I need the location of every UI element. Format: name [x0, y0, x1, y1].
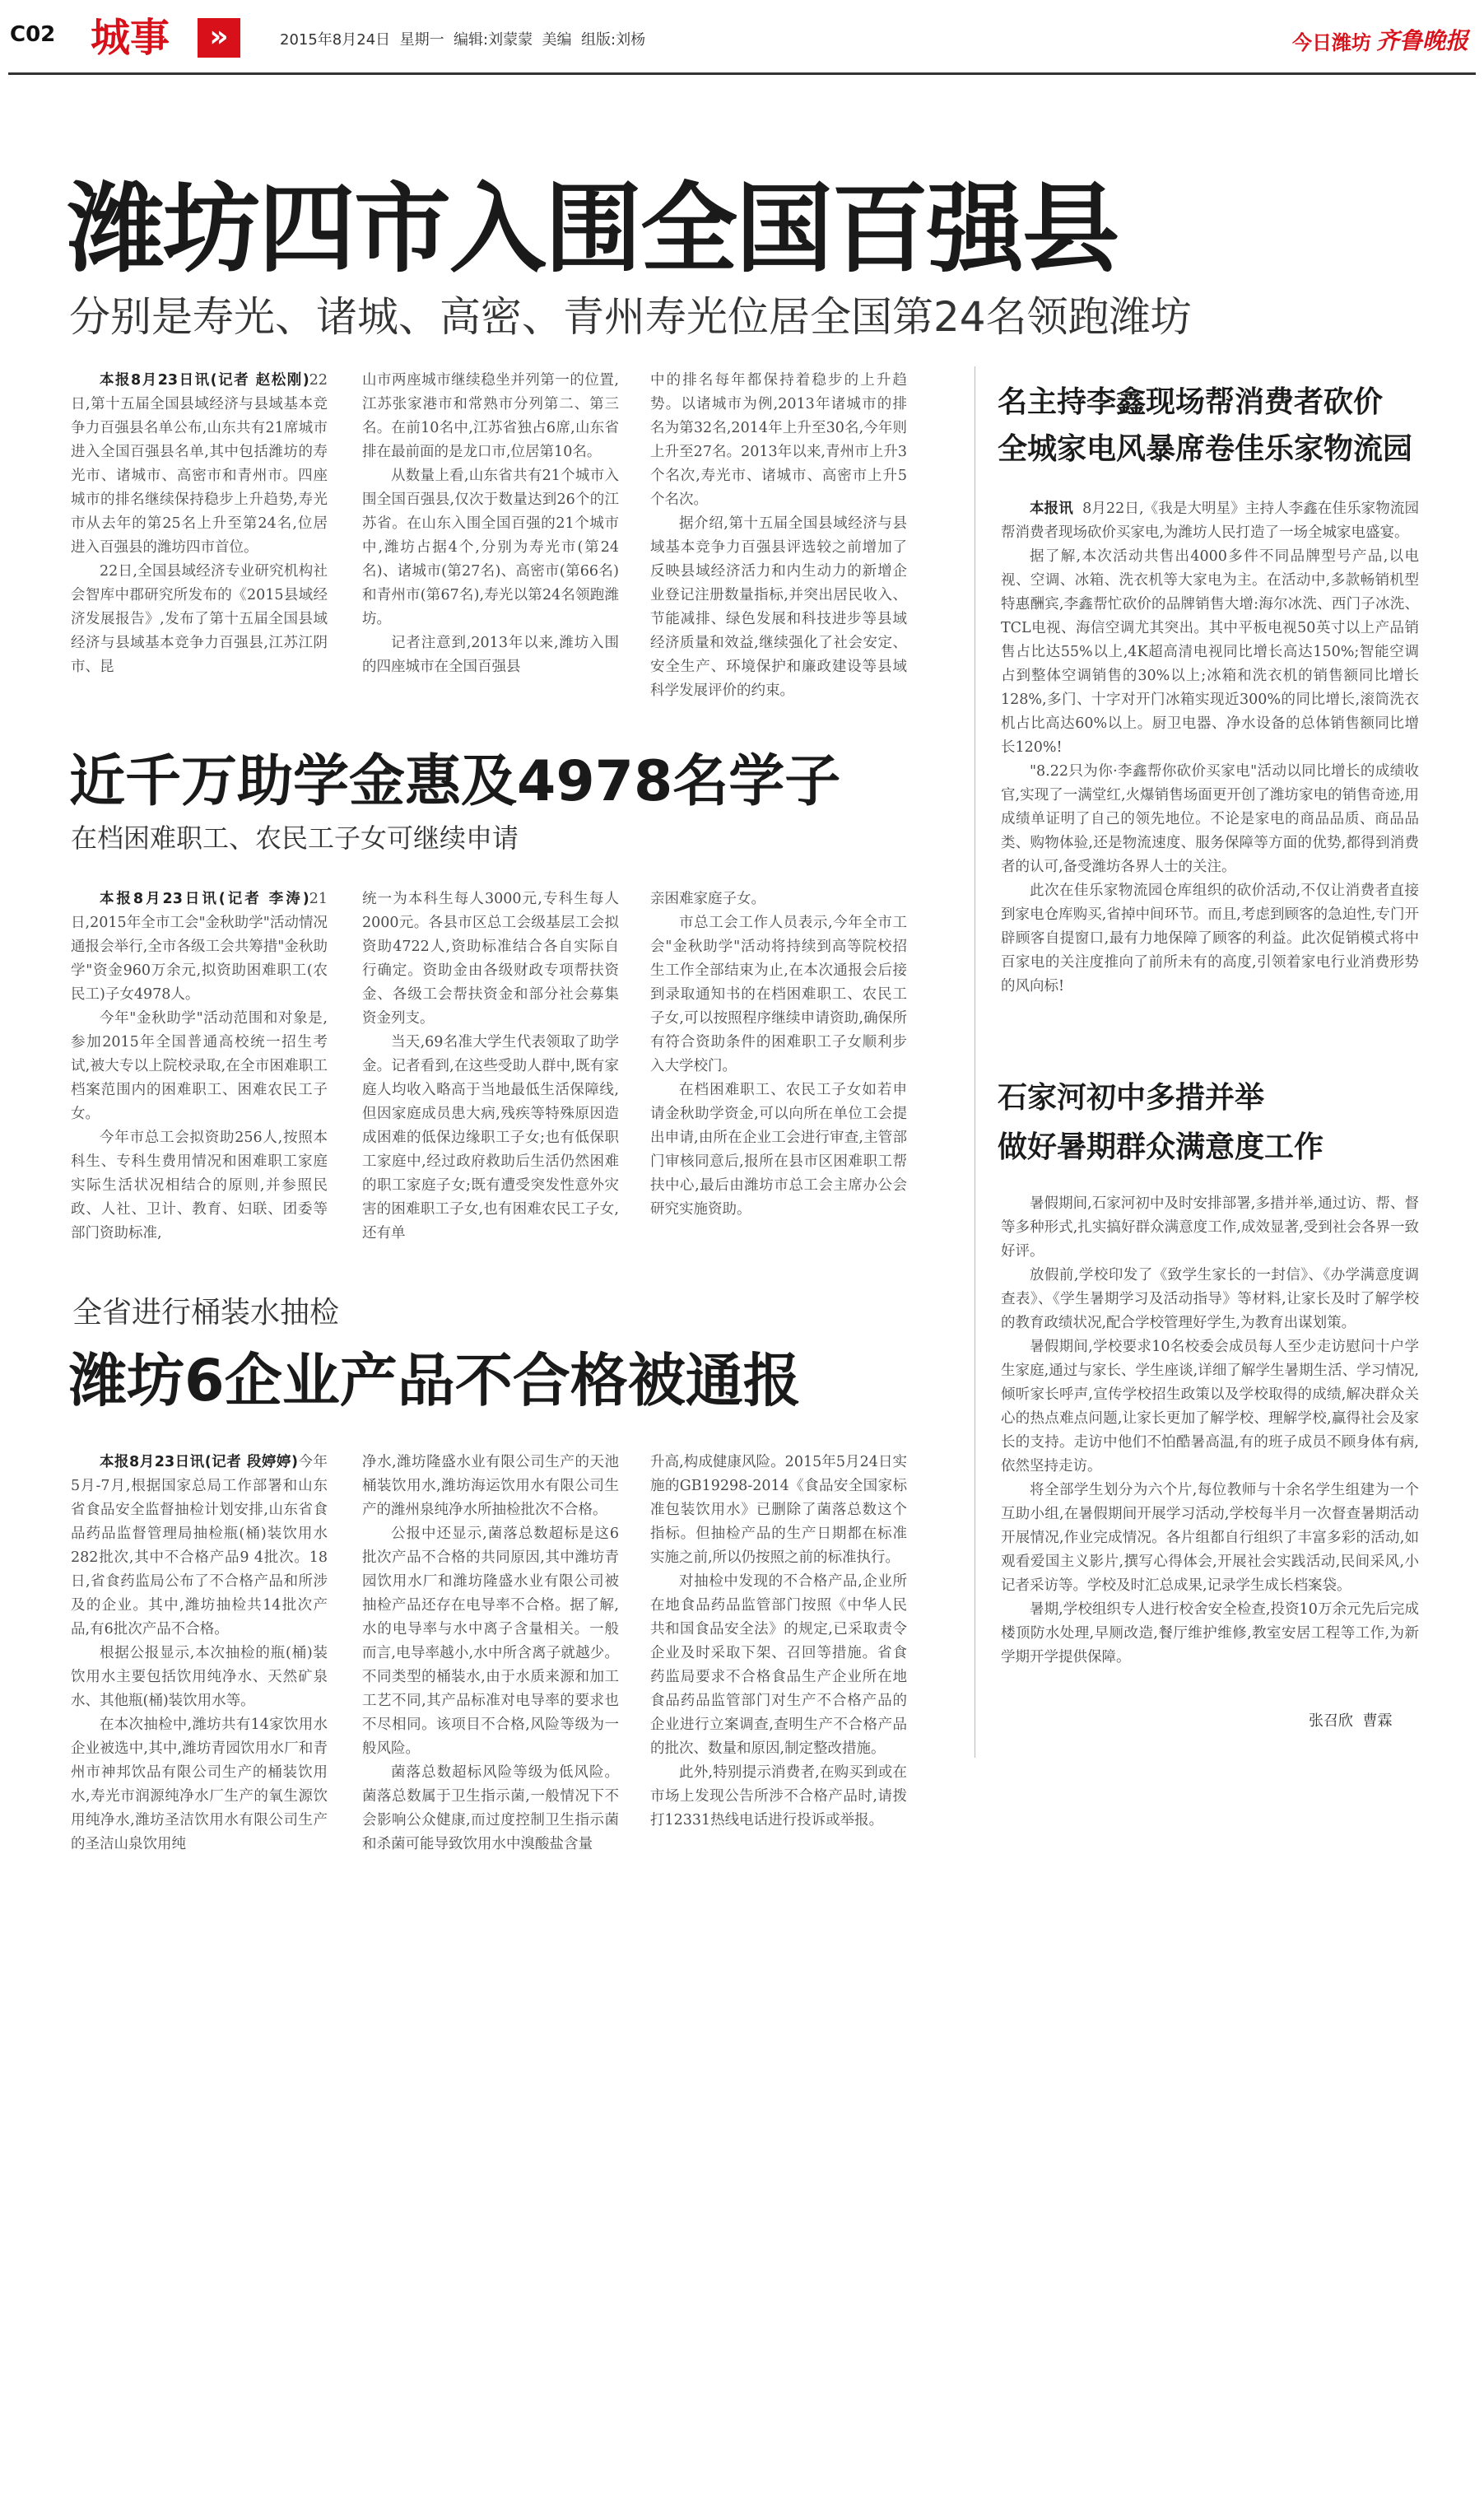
paragraph: 此次在佳乐家物流园仓库组织的砍价活动,不仅让消费者直接到家电仓库购买,省掉中间环节。而且,考虑到顾客的急迫性,专门开辟顾客自提窗口,最有力地保障了顾客的利益。此次促销模式将中百家电的关注度推向了前所未有的高度,引领着家电行业消费形势的风向标!: [1001, 883, 1419, 995]
paragraph: 根据公报显示,本次抽检的瓶(桶)装饮用水主要包括饮用纯净水、天然矿泉水、其他瓶(桶)装饮用水等。: [71, 1645, 328, 1709]
paragraph: 对抽检中发现的不合格产品,企业所在地食品药品监管部门按照《中华人民共和国食品安全法》的规定,已采取责令企业及时采取下架、召回等措施。省食药监局要求不合格食品生产企业所在地食品药品监管部门对生产不合格产品的企业进行立案调查,查明生产不合格产品的批次、数量和原因,制定整改措施。: [650, 1573, 907, 1757]
paragraph: 升高,构成健康风险。2015年5月24日实施的GB19298-2014《食品安全国家标准包装饮用水》已删除了菌落总数这个指标。但抽检产品的生产日期都在标准实施之前,所以仍按照之前的标准执行。: [650, 1454, 907, 1566]
dateline: 本报8月23日讯(记者 李涛): [100, 891, 309, 907]
article-column: [650, 887, 907, 1303]
paragraph: 暑假期间,石家河初中及时安排部署,多措并举,通过访、帮、督等多种形式,扎实搞好群众满意度工作,成效显著,受到社会各界一致好评。: [1001, 1195, 1419, 1260]
paragraph: 菌落总数超标风险等级为低风险。菌落总数属于卫生指示菌,一般情况下不会影响公众健康,而过度控制卫生指示菌和杀菌可能导致饮用水中溴酸盐含量: [362, 1764, 619, 1852]
article-title: 潍坊6企业产品不合格被通报: [69, 1347, 801, 1414]
paragraph: 山市两座城市继续稳坐并列第一的位置,江苏张家港市和常熟市分列第二、第三名。在前10名中,江苏省独占6席,山东省排在最前面的是龙口市,位居第10名。: [362, 372, 619, 460]
article-title: 近千万助学金惠及4978名学子: [69, 749, 841, 814]
paragraph: 净水,潍坊隆盛水业有限公司生产的天池桶装饮用水,潍坊海运饮用水有限公司生产的潍州泉纯净水所抽检批次不合格。: [362, 1454, 619, 1518]
article-title: 做好暑期群众满意度工作: [998, 1130, 1324, 1164]
article-subtitle: 分别是寿光、诸城、高密、青州寿光位居全国第24名领跑潍坊: [69, 293, 1192, 341]
page-number: C02: [10, 22, 56, 47]
paragraph: 21日,2015年全市工会"金秋助学"活动情况通报会举行,全市各级工会共筹措"金秋助学"资金960万余元,拟资助困难职工(农民工)子女4978人。: [71, 891, 328, 1003]
article-column: [71, 369, 328, 700]
chevron-right-icon: »: [198, 18, 240, 58]
paragraph: 放假前,学校印发了《致学生家长的一封信》、《办学满意度调查表》、《学生暑期学习及活动指导》等材料,让家长及时了解学校的教育政绩状况,配合学校管理好学生,为教育出谋划策。: [1001, 1267, 1419, 1331]
paragraph: 从数量上看,山东省共有21个城市入围全国百强县,仅次于数量达到26个的江苏省。在山东入围全国百强的21个城市中,潍坊占据4个,分别为寿光市(第24名)、诸城市(第27名)、高密市(第66名)和青州市(第67名),寿光以第24名领跑潍坊。: [362, 468, 619, 627]
issue-info: 2015年8月24日 星期一 编辑:刘蒙蒙 美编 组版:刘杨: [280, 31, 646, 49]
paragraph: 在本次抽检中,潍坊共有14家饮用水企业被选中,其中,潍坊青园饮用水厂和青州市神邦饮品有限公司生产的桶装饮用水,寿光市润源纯净水厂生产的氧生源饮用纯净水,潍坊圣洁饮用水有限公司生产的圣洁山泉饮用纯: [71, 1717, 328, 1852]
paragraph: 据介绍,第十五届全国县域经济与县域基本竞争力百强县评选较之前增加了反映县域经济活力和内生动力的新增企业登记注册数量指标,并突出居民收入、节能减排、绿色发展和科技进步等县域经济质量和效益,继续强化了社会安定、安全生产、环境保护和廉政建设等县域科学发展评价的约束。: [650, 515, 907, 699]
article-kicker: 全省进行桶装水抽检: [72, 1296, 340, 1330]
section-logo: [82, 13, 250, 64]
paragraph: 中的排名每年都保持着稳步的上升趋势。以诸城市为例,2013年诸城市的排名为第32名,2014年上升至30名,今年则上升至27名。2013年以来,青州市上升3个名次,寿光市、诸城市、高密市上升5个名次。: [650, 372, 907, 508]
article-title: 石家河初中多措并举: [998, 1081, 1265, 1115]
paragraph: 据了解,本次活动共售出4000多件不同品牌型号产品,以电视、空调、冰箱、洗衣机等大家电为主。在活动中,多款畅销机型特惠酬宾,李鑫帮忙砍价的品牌销售大增:海尔冰洗、西门子冰洗、TCL电视、海信空调尤其突出。其中平板电视50英寸以上产品销售占比达55%以上,4K超高清电视同比增长高达150%;智能空调占到整体空调销售的30%以上;冰箱和洗衣机的销售额同比增长128%,多门、十字对开门冰箱实现近300%的同比增长,滚筒洗衣机占比高达60%以上。厨卫电器、净水设备的总体销售额同比增长120%!: [1001, 548, 1419, 756]
article-column: [71, 1451, 328, 1916]
article-column: [1001, 497, 1419, 1049]
paragraph: 8月22日,《我是大明星》主持人李鑫在佳乐家物流园帮消费者现场砍价买家电,为潍坊人民打造了一场全城家电盛宴。: [1001, 501, 1419, 541]
paragraph: 将全部学生划分为六个片,每位教师与十余名学生组建为一个互助小组,在暑假期间开展学习活动,学校每半月一次督查暑期活动开展情况,作业完成情况。各片组都自行组织了丰富多彩的活动,如观看爱国主义影片,撰写心得体会,开展社会实践活动,民间采风,小记者采访等。学校及时汇总成果,记录学生成长档案袋。: [1001, 1482, 1419, 1594]
byline: 张召欣 曹霖: [1309, 1712, 1393, 1730]
paragraph: 今年"金秋助学"活动范围和对象是,参加2015年全国普通高校统一招生考试,被大专以上院校录取,在全市困难职工档案范围内的困难职工、困难农民工子女。: [71, 1010, 328, 1122]
paragraph: 此外,特别提示消费者,在购买到或在市场上发现公告所涉不合格产品时,请拨打12331热线电话进行投诉或举报。: [650, 1764, 907, 1829]
article-column: [362, 887, 619, 1303]
newspaper-logo: 齐鲁晚报: [1376, 27, 1469, 54]
column-tag: 今日潍坊: [1292, 31, 1371, 54]
paragraph: 今年5月-7月,根据国家总局工作部署和山东省食品安全监督抽检计划安排,山东省食品药品监督管理局抽检瓶(桶)装饮用水282批次,其中不合格产品9 4批次。18日,省食药监局公布了不合格产品和所涉及的企业。其中,潍坊抽检共14批次产品,有6批次产品不合格。: [71, 1454, 328, 1638]
dateline: 本报讯: [1030, 501, 1073, 517]
article-column: [71, 887, 328, 1303]
article-subtitle: 在档困难职工、农民工子女可继续申请: [71, 822, 519, 854]
paragraph: 当天,69名准大学生代表领取了助学金。记者看到,在这些受助人群中,既有家庭人均收入略高于当地最低生活保障线,但因家庭成员患大病,残疾等特殊原因造成困难的低保边缘职工子女;也有低保职工家庭中,经过政府救助后生活仍然困难的职工家庭子女;既有遭受突发性意外灾害的困难职工子女,也有困难农民工子女,还有单: [362, 1034, 619, 1242]
dateline: 本报8月23日讯(记者 赵松刚): [100, 372, 309, 389]
paragraph: 在档困难职工、农民工子女如若申请金秋助学资金,可以向所在单位工会提出申请,由所在企业工会进行审查,主管部门审核同意后,报所在县市区困难职工帮扶中心,最后由潍坊市总工会主席办公会研究实施资助。: [650, 1082, 907, 1218]
paragraph: 亲困难家庭子女。: [650, 891, 765, 907]
paragraph: 暑期,学校组织专人进行校舍安全检查,投资10万余元先后完成楼顶防水处理,早厕改造,餐厅维护维修,教室安居工程等工作,为新学期开学提供保障。: [1001, 1601, 1419, 1665]
paragraph: 22日,全国县域经济专业研究机构社会智库中郡研究所发布的《2015县域经济发展报告》,发布了第十五届全国县域经济与县域基本竞争力百强县,江苏江阴市、昆: [71, 563, 328, 675]
paragraph: "8.22只为你·李鑫帮你砍价买家电"活动以同比增长的成绩收官,实现了一满堂红,火爆销售场面更开创了潍坊家电的销售奇迹,用成绩单证明了自己的领先地位。不论是家电的商品品质、商品品类、购物体验,还是物流速度、服务保障等方面的优势,都得到消费者的认可,备受潍坊各界人士的关注。: [1001, 763, 1419, 875]
paragraph: 今年市总工会拟资助256人,按照本科生、专科生费用情况和困难职工家庭实际生活状况相结合的原则,并参照民政、人社、卫计、教育、妇联、团委等部门资助标准,: [71, 1130, 328, 1242]
article-column: [650, 1451, 907, 1916]
article-column: [1001, 1192, 1419, 1707]
section-label: 城事: [91, 15, 170, 61]
paragraph: 公报中还显示,菌落总数超标是这6批次产品不合格的共同原因,其中潍坊青园饮用水厂和潍坊隆盛水业有限公司被抽检产品还存在电导率不合格。据了解,水的电导率与水中离子含量相关。一般而言,电导率越小,水中所含离子就越少。不同类型的桶装水,由于水质来源和加工工艺不同,其产品标准对电导率的要求也不尽相同。该项目不合格,风险等级为一般风险。: [362, 1526, 619, 1757]
dateline: 本报8月23日讯(记者 段婷婷): [100, 1454, 298, 1470]
article-title: 全城家电风暴席卷佳乐家物流园: [998, 432, 1413, 466]
article-title: 名主持李鑫现场帮消费者砍价: [998, 385, 1384, 419]
article-column: [362, 1451, 619, 1916]
paragraph: 统一为本科生每人3000元,专科生每人2000元。各县市区总工会级基层工会拟资助4722人,资助标准结合各自实际自行确定。资助金由各级财政专项帮扶资金、各级工会帮扶资金和部分社会募集资金列支。: [362, 891, 619, 1027]
article-column: [650, 369, 907, 700]
paragraph: 记者注意到,2013年以来,潍坊入围的四座城市在全国百强县: [362, 635, 619, 675]
article-column: [362, 369, 619, 700]
paragraph: 暑假期间,学校要求10名校委会成员每人至少走访慰问十户学生家庭,通过与家长、学生座谈,详细了解学生暑期生活、学习情况,倾听家长呼声,宣传学校招生政策以及学校取得的成绩,解决群众关心的热点难点问题,让家长更加了解学校、理解学校,赢得社会及家长的支持。走访中他们不怕酷暑高温,有的班子成员不顾身体有病,依然坚持走访。: [1001, 1339, 1419, 1474]
paragraph: 22日,第十五届全国县域经济与县域基本竞争力百强县名单公布,山东共有21席城市进入全国百强县名单,其中包括潍坊的寿光市、诸城市、高密市和青州市。四座城市的排名继续保持稳步上升趋势,寿光市从去年的第25名上升至第24名,位居进入百强县的潍坊四市首位。: [71, 372, 328, 556]
paragraph: 市总工会工作人员表示,今年全市工会"金秋助学"活动将持续到高等院校招生工作全部结束为止,在本次通报会后接到录取通知书的在档困难职工、农民工子女,可以按照程序继续申请资助,确保所有符合资助条件的困难职工子女顺利步入大学校门。: [650, 915, 907, 1074]
header-rule: [8, 72, 1476, 75]
article-title: 潍坊四市入围全国百强县: [67, 172, 1119, 286]
